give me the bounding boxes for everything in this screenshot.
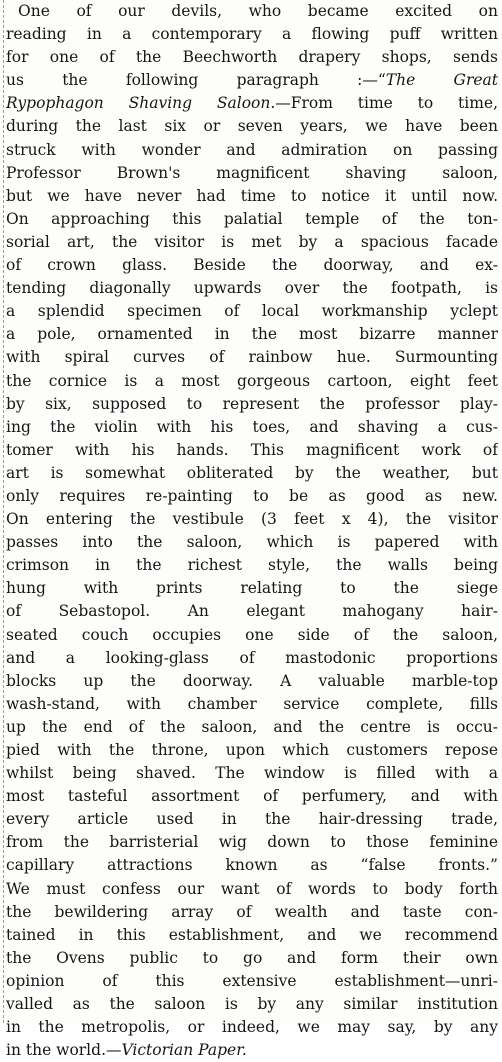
article-line: ing the violin with his toes, and shaving a cus-	[6, 417, 498, 436]
article-line-text: —From time to time,	[275, 94, 498, 113]
article-line: Professor Brown's magnificent shaving saloon,	[6, 163, 498, 182]
article-line: in the metropolis, or indeed, we may say, by any	[6, 1018, 498, 1037]
article-line: struck with wonder and admiration on passing	[6, 140, 498, 159]
article-line: a splendid specimen of local workmanship yclept	[6, 302, 498, 321]
article-line: tending diagonally upwards over the footpath, is	[6, 279, 498, 298]
article-line: hung with prints relating to the siege	[6, 579, 498, 598]
article-line: wash-stand, with chamber service complete, fills	[6, 694, 498, 713]
article-line: up the end of the saloon, and the centre is occu-	[6, 717, 498, 736]
article-line: from the barristerial wig down to those feminine	[6, 833, 498, 852]
article-line: only requires re-painting to be as good as new.	[6, 486, 498, 505]
article-line: sorial art, the visitor is met by a spacious facade	[6, 232, 498, 251]
article-line: with spiral curves of rainbow hue. Surmounting	[6, 348, 498, 367]
article-line	[6, 1039, 498, 1062]
article-line: blocks up the doorway. A valuable marble-top	[6, 671, 498, 690]
article-line: reading in a contemporary a flowing puff written	[6, 25, 498, 44]
article-line: On entering the vestibule (3 feet x 4), the visitor	[6, 510, 498, 529]
article-line: valled as the saloon is by any similar institution	[6, 995, 498, 1014]
article-line: the Ovens public to go and form their own	[6, 948, 498, 967]
article-line: a pole, ornamented in the most bizarre manner	[6, 325, 498, 344]
article-line: the bewildering array of wealth and taste con-	[6, 902, 498, 921]
article-line: crimson in the richest style, the walls being	[6, 556, 498, 575]
italic-title: The Great	[385, 71, 498, 90]
article-line: by six, supposed to represent the professor play-	[6, 394, 498, 413]
article-line: capillary attractions known as “false fronts.”	[6, 856, 498, 875]
article-line	[6, 69, 498, 92]
article-line: of Sebastopol. An elegant mahogany hair-	[6, 602, 498, 621]
article-line: tomer with his hands. This magnificent work of	[6, 440, 498, 459]
article-line: of crown glass. Beside the doorway, and ex-	[6, 256, 498, 275]
article-line: most tasteful assortment of perfumery, and with	[6, 787, 498, 806]
article-line: pied with the throne, upon which customers repose	[6, 741, 498, 759]
article-line: tained in this establishment, and we recommend	[6, 925, 498, 944]
source-attribution: Victorian Paper.	[121, 1041, 247, 1060]
article-line: On approaching this palatial temple of the ton-	[6, 209, 498, 228]
article-line: One of our devils, who became excited on	[18, 2, 498, 20]
article-line	[6, 92, 498, 115]
article-line: and a looking-glass of mastodonic proportions	[6, 648, 498, 667]
article-line: but we have never had time to notice it until now.	[6, 186, 498, 205]
article-line: art is somewhat obliterated by the weather, but	[6, 463, 498, 482]
article-line: for one of the Beechworth drapery shops, sends	[6, 48, 498, 67]
article-line: every article used in the hair-dressing trade,	[6, 810, 498, 829]
article-line: We must confess our want of words to body forth	[6, 879, 498, 898]
column-rule	[3, 0, 4, 1023]
article-line-text: in the world.—	[6, 1041, 122, 1060]
article-line: passes into the saloon, which is papered with	[6, 533, 498, 552]
article-line: seated couch occupies one side of the saloon,	[6, 625, 498, 644]
article-line: whilst being shaved. The window is filled with a	[6, 764, 498, 783]
article-line-text: us the following paragraph :—“	[6, 71, 386, 90]
italic-title: Rypophagon Shaving Saloon.	[6, 94, 276, 113]
article-column	[6, 0, 498, 1062]
article-line: the cornice is a most gorgeous cartoon, eight feet	[6, 371, 498, 390]
article-line: during the last six or seven years, we have been	[6, 117, 498, 136]
article-line: opinion of this extensive establishment—unri-	[6, 971, 498, 990]
